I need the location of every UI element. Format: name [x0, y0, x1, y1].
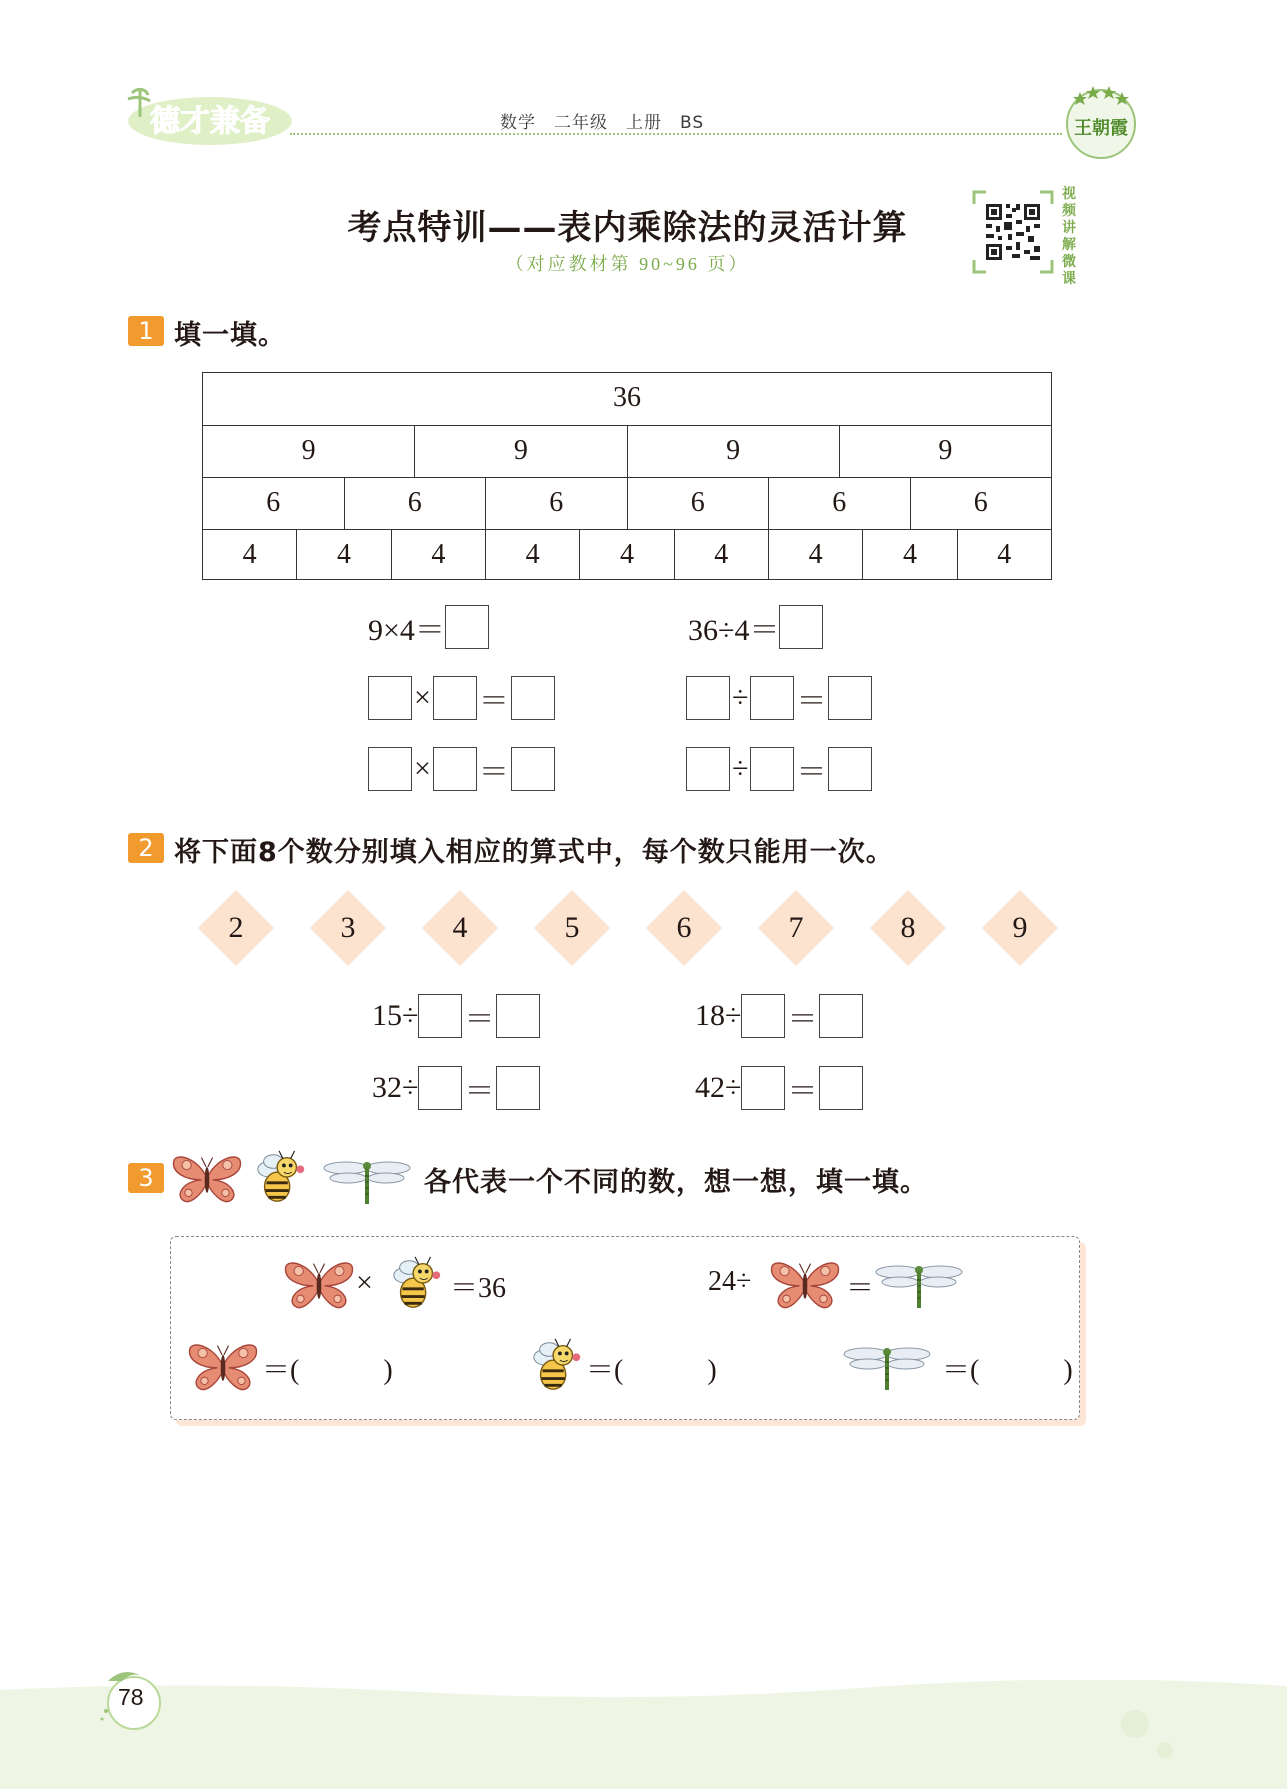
- page-title: 考点特训——表内乘除法的灵活计算: [347, 208, 908, 248]
- answer-box[interactable]: [368, 747, 412, 791]
- brand-logo: [118, 85, 294, 147]
- number-diamond[interactable]: [982, 890, 1058, 966]
- equals-sign: ＝: [464, 1075, 495, 1108]
- question-number-3: 3: [128, 1163, 164, 1193]
- answer-box[interactable]: [750, 747, 794, 791]
- equals-sign: ＝: [478, 756, 509, 789]
- butterfly-icon: [170, 1152, 244, 1204]
- answer-box[interactable]: [433, 747, 477, 791]
- brand-text: 德才兼备: [150, 104, 270, 139]
- equals-sign: ＝: [464, 1003, 495, 1036]
- dragonfly-icon: [874, 1260, 964, 1310]
- equation-text: 32÷: [372, 1071, 419, 1104]
- answer-box[interactable]: [418, 994, 462, 1038]
- equals-sign: ＝: [796, 685, 827, 718]
- number-diamond[interactable]: [534, 890, 610, 966]
- number-diamond[interactable]: [422, 890, 498, 966]
- table-cell: 36: [613, 382, 641, 413]
- table-row: [203, 477, 1051, 529]
- equation: [368, 674, 555, 722]
- question-number-1: 1: [128, 316, 164, 346]
- table-cell: 4: [296, 530, 390, 579]
- table-cell: 4: [957, 530, 1051, 579]
- equals-sign: ＝: [796, 756, 827, 789]
- answer-blank[interactable]: ＝( ): [586, 1355, 717, 1386]
- equation-result: ＝36: [450, 1273, 507, 1304]
- question-2-prompt: 将下面8个数分别填入相应的算式中，每个数只能用一次。: [174, 837, 894, 868]
- equals-sign: ＝: [787, 1003, 818, 1036]
- answer-box[interactable]: [819, 1066, 863, 1110]
- diamond-number: 9: [1012, 911, 1028, 944]
- equation-text: 24÷: [708, 1266, 752, 1297]
- equals-sign: ＝: [787, 1075, 818, 1108]
- table-cell: 6: [910, 478, 1052, 529]
- equals-sign: ＝: [846, 1273, 875, 1304]
- textbook-reference: （对应教材第 90~96 页）: [505, 254, 750, 274]
- answer-blank[interactable]: ＝( ): [942, 1355, 1073, 1386]
- diamond-number: 2: [228, 911, 244, 944]
- seal-text: 王朝霞: [1074, 118, 1128, 139]
- equation-text: 42÷: [695, 1071, 742, 1104]
- diamond-number: 8: [900, 911, 916, 944]
- segment-table: [202, 372, 1052, 580]
- answer-box[interactable]: [686, 676, 730, 720]
- table-cell: 9: [301, 435, 316, 466]
- dragonfly-icon: [322, 1156, 412, 1206]
- answer-box[interactable]: [686, 747, 730, 791]
- equation: [372, 1064, 540, 1112]
- question-number-2: 2: [128, 833, 164, 863]
- times-sign: ×: [356, 1266, 373, 1299]
- diamond-number: 5: [564, 911, 580, 944]
- dragonfly-icon: [842, 1342, 932, 1392]
- diamond-number: 7: [788, 911, 804, 944]
- table-cell: 4: [768, 530, 862, 579]
- diamond-number: 3: [340, 911, 356, 944]
- equation: [686, 745, 872, 793]
- table-row: [203, 529, 1051, 579]
- answer-box[interactable]: [368, 676, 412, 720]
- question-3-prompt: 各代表一个不同的数，想一想，填一填。: [424, 1167, 928, 1198]
- divide-sign: ÷: [732, 752, 749, 785]
- divide-sign: ÷: [732, 681, 749, 714]
- table-cell: 9: [414, 426, 626, 477]
- table-cell: 6: [344, 478, 486, 529]
- bee-icon: [528, 1336, 586, 1394]
- answer-blank[interactable]: ＝( ): [262, 1355, 393, 1386]
- times-sign: ×: [414, 681, 431, 714]
- table-cell: 4: [242, 539, 257, 570]
- answer-box[interactable]: [433, 676, 477, 720]
- answer-box[interactable]: [819, 994, 863, 1038]
- equation: [372, 992, 540, 1040]
- qr-code[interactable]: [972, 190, 1054, 274]
- answer-box[interactable]: [828, 747, 872, 791]
- number-diamond[interactable]: [646, 890, 722, 966]
- butterfly-icon: [768, 1258, 842, 1310]
- equation: [686, 674, 872, 722]
- equation: [695, 1064, 863, 1112]
- table-cell: 4: [579, 530, 673, 579]
- answer-box[interactable]: [741, 1066, 785, 1110]
- number-diamond[interactable]: [870, 890, 946, 966]
- table-cell: 9: [839, 426, 1051, 477]
- number-diamond[interactable]: [758, 890, 834, 966]
- answer-box[interactable]: [511, 747, 555, 791]
- table-cell: 6: [485, 478, 627, 529]
- table-cell: 4: [862, 530, 956, 579]
- page-number: 78: [118, 1684, 144, 1710]
- qr-caption: 视频讲解微课: [1062, 186, 1076, 287]
- table-row: [203, 425, 1051, 477]
- table-cell: 9: [627, 426, 839, 477]
- table-cell: 6: [627, 478, 769, 529]
- question-1-prompt: 填一填。: [174, 320, 286, 351]
- equation: [368, 745, 555, 793]
- table-cell: 6: [266, 487, 281, 518]
- equation-text: 36÷4＝: [688, 614, 780, 647]
- author-seal-logo: [1060, 78, 1142, 164]
- equation-text: 9×4＝: [368, 614, 445, 647]
- bee-icon: [252, 1148, 310, 1206]
- butterfly-icon: [282, 1258, 356, 1310]
- header-divider: [290, 133, 1062, 135]
- table-row: [203, 373, 1051, 425]
- answer-box[interactable]: [511, 676, 555, 720]
- bee-icon: [388, 1254, 446, 1312]
- equation-text: 15÷: [372, 999, 419, 1032]
- times-sign: ×: [414, 752, 431, 785]
- answer-box[interactable]: [418, 1066, 462, 1110]
- table-cell: 4: [391, 530, 485, 579]
- answer-box[interactable]: [496, 1066, 540, 1110]
- number-diamond[interactable]: [310, 890, 386, 966]
- diamond-number: 6: [676, 911, 692, 944]
- answer-box[interactable]: [828, 676, 872, 720]
- answer-box[interactable]: [741, 994, 785, 1038]
- diamond-number: 4: [452, 911, 468, 944]
- answer-box[interactable]: [496, 994, 540, 1038]
- equation: [695, 992, 863, 1040]
- answer-box[interactable]: [750, 676, 794, 720]
- table-cell: 4: [674, 530, 768, 579]
- butterfly-icon: [186, 1340, 260, 1392]
- equation: [368, 603, 489, 651]
- footer-decoration: [0, 1680, 1287, 1789]
- answer-box[interactable]: [445, 605, 489, 649]
- answer-box[interactable]: [779, 605, 823, 649]
- equals-sign: ＝: [478, 685, 509, 718]
- equation: [688, 603, 823, 651]
- equation-text: 18÷: [695, 999, 742, 1032]
- table-cell: 4: [485, 530, 579, 579]
- header-subject: 数学 二年级 上册 BS: [500, 113, 705, 133]
- table-cell: 6: [768, 478, 910, 529]
- number-diamond[interactable]: [198, 890, 274, 966]
